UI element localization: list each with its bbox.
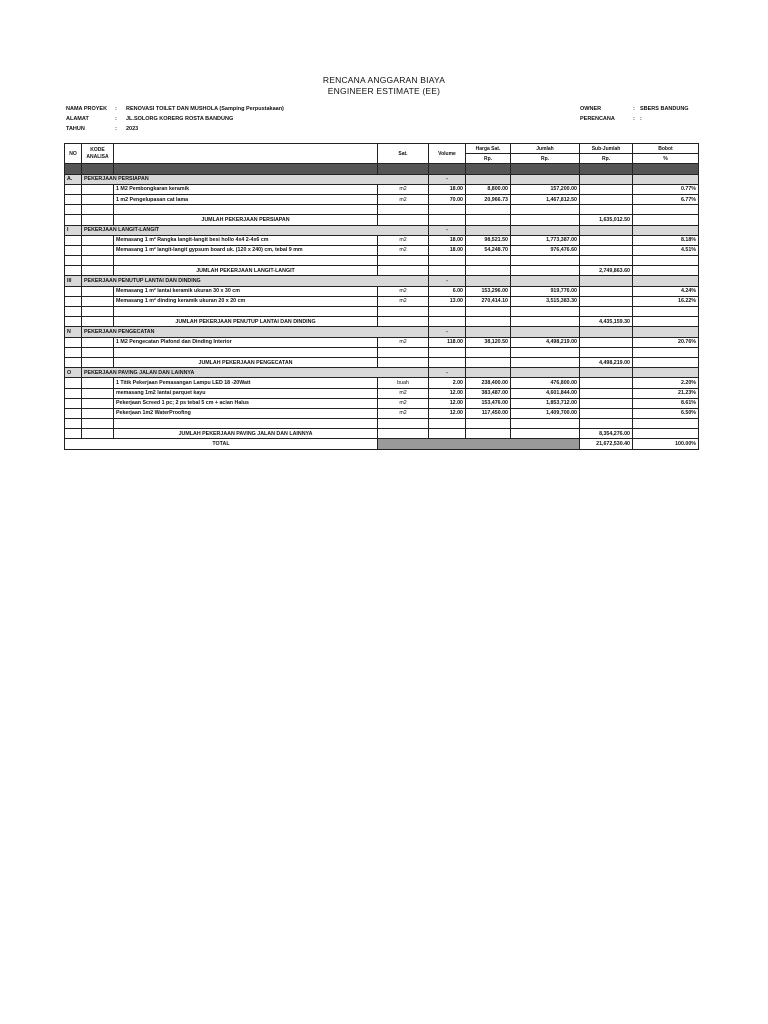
blank-cell (633, 215, 699, 225)
blank-cell (82, 256, 114, 266)
section-dash: - (429, 327, 466, 337)
item-jumlah: 1,409,700.00 (511, 408, 580, 418)
blank-cell (466, 174, 511, 184)
blank-cell (633, 327, 699, 337)
item-bobot: 4.51% (633, 245, 699, 255)
subtotal-value: 4,498,219.00 (580, 357, 633, 367)
item-jumlah: 976,476.60 (511, 245, 580, 255)
blank-cell (466, 357, 511, 367)
item-volume: 18.00 (429, 235, 466, 245)
item-volume: 70.00 (429, 194, 466, 204)
item-kode (82, 398, 114, 408)
item-no (65, 184, 82, 194)
blank-cell (511, 276, 580, 286)
blank-cell (466, 276, 511, 286)
subtotal-row (65, 266, 699, 276)
item-sat: m2 (378, 235, 429, 245)
alamat-value: JL.SOLORG KORERG ROSTA BANDUNG (126, 116, 234, 122)
item-uraian: 1 M2 Pengecatan Plafond dan Dinding Interior (114, 337, 378, 347)
subtotal-label: JUMLAH PEKERJAAN PERSIAPAN (114, 215, 378, 225)
item-subjumlah (580, 398, 633, 408)
item-harga: 238,400.00 (466, 378, 511, 388)
blank-cell (466, 347, 511, 357)
item-harga: 98,521.50 (466, 235, 511, 245)
item-harga: 117,450.00 (466, 408, 511, 418)
item-jumlah: 157,200.00 (511, 184, 580, 194)
blank-cell (114, 256, 378, 266)
blank-row (65, 256, 699, 266)
item-sat: m2 (378, 398, 429, 408)
tahun-label: TAHUN (66, 126, 85, 132)
item-uraian: 1 Titik Pekerjaan Pemasangan Lampu LED 18 -20Watt (114, 378, 378, 388)
item-row (65, 235, 699, 245)
blank-cell (82, 205, 114, 215)
item-jumlah: 1,467,812.50 (511, 194, 580, 204)
col-header-sat: Sat. (378, 144, 429, 164)
blank-cell (65, 205, 82, 215)
item-row (65, 296, 699, 306)
col-unit-rp: Rp. (466, 154, 511, 164)
perencana-value: : (640, 116, 642, 122)
item-no (65, 235, 82, 245)
section-dash: - (429, 368, 466, 378)
item-kode (82, 286, 114, 296)
item-no (65, 296, 82, 306)
item-harga: 383,487.00 (466, 388, 511, 398)
blank-cell (511, 205, 580, 215)
blank-cell (114, 205, 378, 215)
blank-cell (633, 317, 699, 327)
item-harga: 54,248.70 (466, 245, 511, 255)
item-subjumlah (580, 245, 633, 255)
col-header-no: NO (65, 144, 82, 164)
item-bobot: 16.22% (633, 296, 699, 306)
blank-cell (580, 368, 633, 378)
blank-cell (429, 205, 466, 215)
header-separator (65, 164, 699, 174)
item-sat: m2 (378, 296, 429, 306)
col-unit-rp: Rp. (511, 154, 580, 164)
blank-cell (511, 174, 580, 184)
blank-cell (511, 266, 580, 276)
item-jumlah: 3,515,383.30 (511, 296, 580, 306)
blank-cell (82, 266, 114, 276)
item-jumlah: 476,800.00 (511, 378, 580, 388)
item-row (65, 388, 699, 398)
item-harga: 270,414.10 (466, 296, 511, 306)
blank-cell (511, 347, 580, 357)
blank-row (65, 205, 699, 215)
blank-cell (580, 276, 633, 286)
blank-cell (633, 357, 699, 367)
item-row (65, 184, 699, 194)
item-sat: m2 (378, 245, 429, 255)
total-grey-block (378, 439, 580, 449)
item-row (65, 337, 699, 347)
item-bobot: 21.23% (633, 388, 699, 398)
subtotal-value: 1,635,012.50 (580, 215, 633, 225)
item-bobot: 6.50% (633, 408, 699, 418)
item-sat: m2 (378, 408, 429, 418)
item-no (65, 286, 82, 296)
item-bobot: 2.20% (633, 378, 699, 388)
item-uraian: Memasang 1 m² dinding keramik ukuran 20 x 20 cm (114, 296, 378, 306)
subtotal-value: 4,435,159.30 (580, 317, 633, 327)
blank-cell (429, 429, 466, 439)
blank-cell (65, 215, 82, 225)
blank-cell (429, 256, 466, 266)
blank-cell (429, 317, 466, 327)
item-row (65, 286, 699, 296)
item-sat: m2 (378, 194, 429, 204)
item-harga: 20,966.73 (466, 194, 511, 204)
blank-cell (65, 429, 82, 439)
section-header-row (65, 174, 699, 184)
item-bobot: 20.76% (633, 337, 699, 347)
item-kode (82, 245, 114, 255)
section-header-row (65, 276, 699, 286)
nama-proyek-label: NAMA PROYEK (66, 106, 108, 112)
item-volume: 6.00 (429, 286, 466, 296)
blank-cell (65, 256, 82, 266)
blank-cell (65, 266, 82, 276)
item-jumlah: 1,853,712.00 (511, 398, 580, 408)
blank-cell (511, 317, 580, 327)
item-volume: 2.00 (429, 378, 466, 388)
item-harga: 153,296.00 (466, 286, 511, 296)
item-uraian: Memasang 1 m² Rangka langit-langit besi hollo 4x4 2-4x6 cm (114, 235, 378, 245)
item-sat: buah (378, 378, 429, 388)
subtotal-row (65, 357, 699, 367)
blank-cell (82, 215, 114, 225)
col-header-jumlah: Jumlah (511, 144, 580, 154)
subtotal-label: JUMLAH PEKERJAAN PENGECATAN (114, 357, 378, 367)
perencana-label: PERENCANA (580, 116, 615, 122)
item-kode (82, 408, 114, 418)
blank-cell (466, 317, 511, 327)
blank-cell (633, 174, 699, 184)
item-volume: 12.00 (429, 398, 466, 408)
item-subjumlah (580, 337, 633, 347)
blank-cell (633, 276, 699, 286)
section-number: O (65, 368, 82, 378)
total-row (65, 439, 699, 449)
blank-cell (466, 429, 511, 439)
item-harga: 38,120.50 (466, 337, 511, 347)
blank-cell (466, 327, 511, 337)
blank-cell (633, 205, 699, 215)
blank-cell (82, 307, 114, 317)
blank-cell (580, 327, 633, 337)
blank-cell (633, 307, 699, 317)
blank-cell (633, 368, 699, 378)
item-jumlah: 4,601,844.00 (511, 388, 580, 398)
subtotal-value: 8,354,276.00 (580, 429, 633, 439)
blank-cell (65, 419, 82, 429)
total-label: TOTAL (65, 439, 378, 449)
blank-cell (378, 256, 429, 266)
blank-cell (65, 307, 82, 317)
section-name: PEKERJAAN PERSIAPAN (82, 174, 429, 184)
item-volume: 13.00 (429, 296, 466, 306)
blank-cell (65, 357, 82, 367)
subtotal-label: JUMLAH PEKERJAAN LANGIT-LANGIT (114, 266, 378, 276)
blank-cell (378, 429, 429, 439)
blank-cell (466, 419, 511, 429)
section-number: N (65, 327, 82, 337)
item-subjumlah (580, 388, 633, 398)
item-jumlah: 1,773,387.00 (511, 235, 580, 245)
item-uraian: Memasang 1 m² lantai keramik ukuran 30 x 30 cm (114, 286, 378, 296)
item-harga: 8,800.00 (466, 184, 511, 194)
blank-cell (429, 215, 466, 225)
blank-cell (511, 256, 580, 266)
item-volume: 18.00 (429, 245, 466, 255)
colon: : (115, 126, 117, 132)
blank-cell (82, 347, 114, 357)
blank-cell (466, 307, 511, 317)
item-jumlah: 4,498,219.00 (511, 337, 580, 347)
owner-label: OWNER (580, 106, 602, 112)
col-header-volume: Volume (429, 144, 466, 164)
item-kode (82, 184, 114, 194)
blank-cell (633, 225, 699, 235)
subtotal-row (65, 317, 699, 327)
col-header-kode: KODE ANALISA (82, 144, 114, 164)
subtotal-row (65, 215, 699, 225)
item-row (65, 378, 699, 388)
colon: : (633, 116, 635, 122)
blank-cell (378, 266, 429, 276)
blank-cell (511, 327, 580, 337)
item-no (65, 388, 82, 398)
section-header-row (65, 368, 699, 378)
item-volume: 12.00 (429, 388, 466, 398)
item-bobot: 4.24% (633, 286, 699, 296)
blank-cell (466, 256, 511, 266)
nama-proyek-value: RENOVASI TOILET DAN MUSHOLA (Samping Perpustakaan) (126, 106, 284, 112)
item-no (65, 398, 82, 408)
item-harga: 153,476.00 (466, 398, 511, 408)
blank-cell (511, 419, 580, 429)
item-sat: m2 (378, 184, 429, 194)
col-header-uraian (114, 144, 378, 164)
item-volume: 118.00 (429, 337, 466, 347)
blank-cell (378, 215, 429, 225)
blank-cell (82, 357, 114, 367)
blank-cell (82, 429, 114, 439)
blank-row (65, 307, 699, 317)
blank-cell (466, 205, 511, 215)
blank-cell (580, 225, 633, 235)
item-row (65, 194, 699, 204)
colon: : (115, 106, 117, 112)
item-row (65, 408, 699, 418)
blank-cell (378, 205, 429, 215)
item-no (65, 245, 82, 255)
blank-cell (580, 307, 633, 317)
section-number: III (65, 276, 82, 286)
section-name: PEKERJAAN PENGECATAN (82, 327, 429, 337)
rab-body (65, 174, 699, 439)
blank-cell (633, 347, 699, 357)
item-no (65, 408, 82, 418)
item-bobot: 8.61% (633, 398, 699, 408)
blank-cell (378, 307, 429, 317)
blank-cell (429, 357, 466, 367)
item-jumlah: 919,776.00 (511, 286, 580, 296)
blank-cell (633, 429, 699, 439)
blank-cell (466, 225, 511, 235)
item-kode (82, 194, 114, 204)
colon: : (115, 116, 117, 122)
blank-cell (82, 419, 114, 429)
col-unit-pct: % (633, 154, 699, 164)
item-subjumlah (580, 184, 633, 194)
blank-cell (580, 419, 633, 429)
blank-cell (466, 215, 511, 225)
owner-value: SBERS BANDUNG (640, 106, 689, 112)
blank-cell (580, 256, 633, 266)
item-no (65, 378, 82, 388)
blank-cell (511, 225, 580, 235)
col-header-subjumlah: Sub-Jumlah (580, 144, 633, 154)
item-no (65, 337, 82, 347)
item-bobot: 6.77% (633, 194, 699, 204)
subtotal-label: JUMLAH PEKERJAAN PENUTUP LANTAI DAN DINDING (114, 317, 378, 327)
blank-cell (429, 419, 466, 429)
section-header-row (65, 327, 699, 337)
item-uraian: 1 m2 Pengelupasan cat lama (114, 194, 378, 204)
blank-cell (378, 357, 429, 367)
blank-cell (511, 215, 580, 225)
section-dash: - (429, 276, 466, 286)
item-sat: m2 (378, 286, 429, 296)
item-volume: 12.00 (429, 408, 466, 418)
colon: : (633, 106, 635, 112)
section-number: A. (65, 174, 82, 184)
blank-cell (633, 419, 699, 429)
item-subjumlah (580, 408, 633, 418)
section-name: PEKERJAAN PENUTUP LANTAI DAN DINDING (82, 276, 429, 286)
item-bobot: 8.18% (633, 235, 699, 245)
item-bobot: 0.77% (633, 184, 699, 194)
item-uraian: Memasang 1 m² langit-langit gypsum board uk. (120 x 240) cm, tebal 9 mm (114, 245, 378, 255)
item-kode (82, 378, 114, 388)
total-bobot: 100.00% (633, 439, 699, 449)
blank-cell (466, 266, 511, 276)
section-dash: - (429, 225, 466, 235)
blank-row (65, 347, 699, 357)
item-subjumlah (580, 378, 633, 388)
blank-cell (580, 174, 633, 184)
subtotal-row (65, 429, 699, 439)
blank-cell (580, 347, 633, 357)
item-kode (82, 388, 114, 398)
section-name: PEKERJAAN PAVING JALAN DAN LAINNYA (82, 368, 429, 378)
item-kode (82, 337, 114, 347)
item-sat: m2 (378, 388, 429, 398)
item-subjumlah (580, 235, 633, 245)
blank-cell (511, 307, 580, 317)
col-unit-rp: Rp. (580, 154, 633, 164)
item-kode (82, 296, 114, 306)
item-no (65, 194, 82, 204)
blank-cell (633, 256, 699, 266)
subtotal-value: 2,749,863.60 (580, 266, 633, 276)
item-uraian: Pekerjaan Screed 1 pc; 2 ps tebal 5 cm + acian Halus (114, 398, 378, 408)
rab-table (64, 143, 699, 450)
total-value: 21,672,530.40 (580, 439, 633, 449)
section-header-row (65, 225, 699, 235)
blank-cell (378, 317, 429, 327)
blank-cell (580, 205, 633, 215)
alamat-label: ALAMAT (66, 116, 89, 122)
item-subjumlah (580, 296, 633, 306)
item-row (65, 398, 699, 408)
blank-cell (429, 347, 466, 357)
blank-cell (114, 307, 378, 317)
blank-cell (429, 307, 466, 317)
item-subjumlah (580, 286, 633, 296)
blank-cell (466, 368, 511, 378)
blank-cell (511, 429, 580, 439)
blank-cell (378, 347, 429, 357)
blank-cell (511, 357, 580, 367)
blank-cell (114, 419, 378, 429)
blank-cell (378, 419, 429, 429)
blank-cell (82, 317, 114, 327)
section-name: PEKERJAAN LANGIT-LANGIT (82, 225, 429, 235)
blank-cell (633, 266, 699, 276)
tahun-value: 2023 (126, 126, 139, 132)
subtotal-label: JUMLAH PEKERJAAN PAVING JALAN DAN LAINNYA (114, 429, 378, 439)
blank-cell (114, 347, 378, 357)
blank-cell (511, 368, 580, 378)
col-header-harga: Harga Sat. (466, 144, 511, 154)
item-volume: 18.00 (429, 184, 466, 194)
item-uraian: 1 M2 Pembongkaran keramik (114, 184, 378, 194)
document-subtitle: ENGINEER ESTIMATE (EE) (327, 86, 441, 96)
blank-cell (65, 317, 82, 327)
item-kode (82, 235, 114, 245)
document-title: RENCANA ANGGARAN BIAYA (322, 75, 446, 85)
blank-row (65, 419, 699, 429)
item-subjumlah (580, 194, 633, 204)
blank-cell (429, 266, 466, 276)
item-uraian: Pekerjaan 1m2 WaterProofing (114, 408, 378, 418)
section-number: I (65, 225, 82, 235)
col-header-bobot: Bobot (633, 144, 699, 154)
blank-cell (65, 347, 82, 357)
item-row (65, 245, 699, 255)
item-sat: m2 (378, 337, 429, 347)
item-uraian: memasang 1m2 lantai parquet kayu (114, 388, 378, 398)
section-dash: - (429, 174, 466, 184)
